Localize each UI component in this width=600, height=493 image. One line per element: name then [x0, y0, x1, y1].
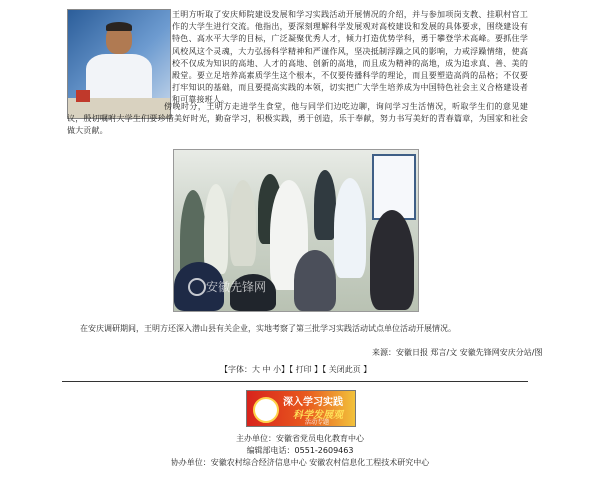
footer-co-organizer: 协办单位：安徽农村综合经济信息中心 安徽农村信息化工程技术研究中心	[170, 458, 430, 467]
footer-hotline: 编辑部电话：0551-2609463	[246, 446, 354, 455]
article-source: 来源：安徽日报 郑言/文 安徽先锋网安庆分站/图	[372, 348, 543, 357]
font-small-button[interactable]: 小】	[273, 365, 290, 374]
banner-line-3: 活动专题	[305, 419, 330, 426]
article-toolbar	[220, 364, 371, 375]
font-size-label: 【字体：	[220, 365, 252, 374]
print-button[interactable]: 【 打印 】	[289, 365, 323, 374]
article-paragraph-2: 傍晚时分，王明方走进学生食堂，他与同学们边吃边聊，询问学习生活情况，听取学生们的意见建议，殷切嘱咐大学生们要珍惜美好时光，勤奋学习，积极实践，勇于创造，乐于奉献，努力书写美好的青春篇章，为国家和社会做大贡献。	[67, 102, 528, 136]
font-large-button[interactable]: 大	[252, 365, 260, 374]
watermark-logo-icon	[188, 278, 206, 296]
divider	[62, 381, 528, 382]
campaign-banner-link[interactable]	[246, 390, 356, 427]
footer-sponsor: 主办单位：安徽省党员电化教育中心	[236, 434, 364, 443]
font-medium-button[interactable]: 中	[262, 365, 271, 374]
article-paragraph-1: 王明方听取了安庆师院建设发展和学习实践活动开展情况的介绍，并与参加项岗支教、挂职村官工作的大学生进行交流。他指出，要深刻理解科学发展观对高校建设和发展的具体要求，围绕建设有特色、高水平大学的目标，广泛凝聚优秀人才，倾力打造优势学科，勇于攀登学术高峰。要抓住学风校风这个灵魂，大力弘扬科学精神和严谨作风，坚决抵制浮躁之风的影响，力戒浮躁情绪，使高校不仅成为知识的高地、人才的高地、创新的高地，而且成为精神的高地，成为追求真、善、美的殿堂。要立足培养高素质学生这个根本，不仅要传播科学的理论，而且要塑造高尚的品格；不仅要打牢知识的基础，而且要提高实践的本领，切实把广大学生培养成为中国特色社会主义合格建设者和可靠接班人。	[172, 10, 528, 105]
party-emblem-icon	[253, 397, 279, 423]
photo-watermark: 安徽先锋网	[206, 280, 267, 294]
photo-caption: 在安庆调研期间，王明方还深入潜山县有关企业，实地考察了第三批学习实践活动试点单位活动开展情况。	[80, 324, 456, 333]
canteen-visit-photo	[173, 149, 419, 312]
close-page-button[interactable]: 【 关闭此页 】	[322, 365, 372, 374]
banner-line-2: 科学发展观	[293, 410, 343, 421]
banner-line-1: 深入学习实践	[283, 397, 343, 408]
